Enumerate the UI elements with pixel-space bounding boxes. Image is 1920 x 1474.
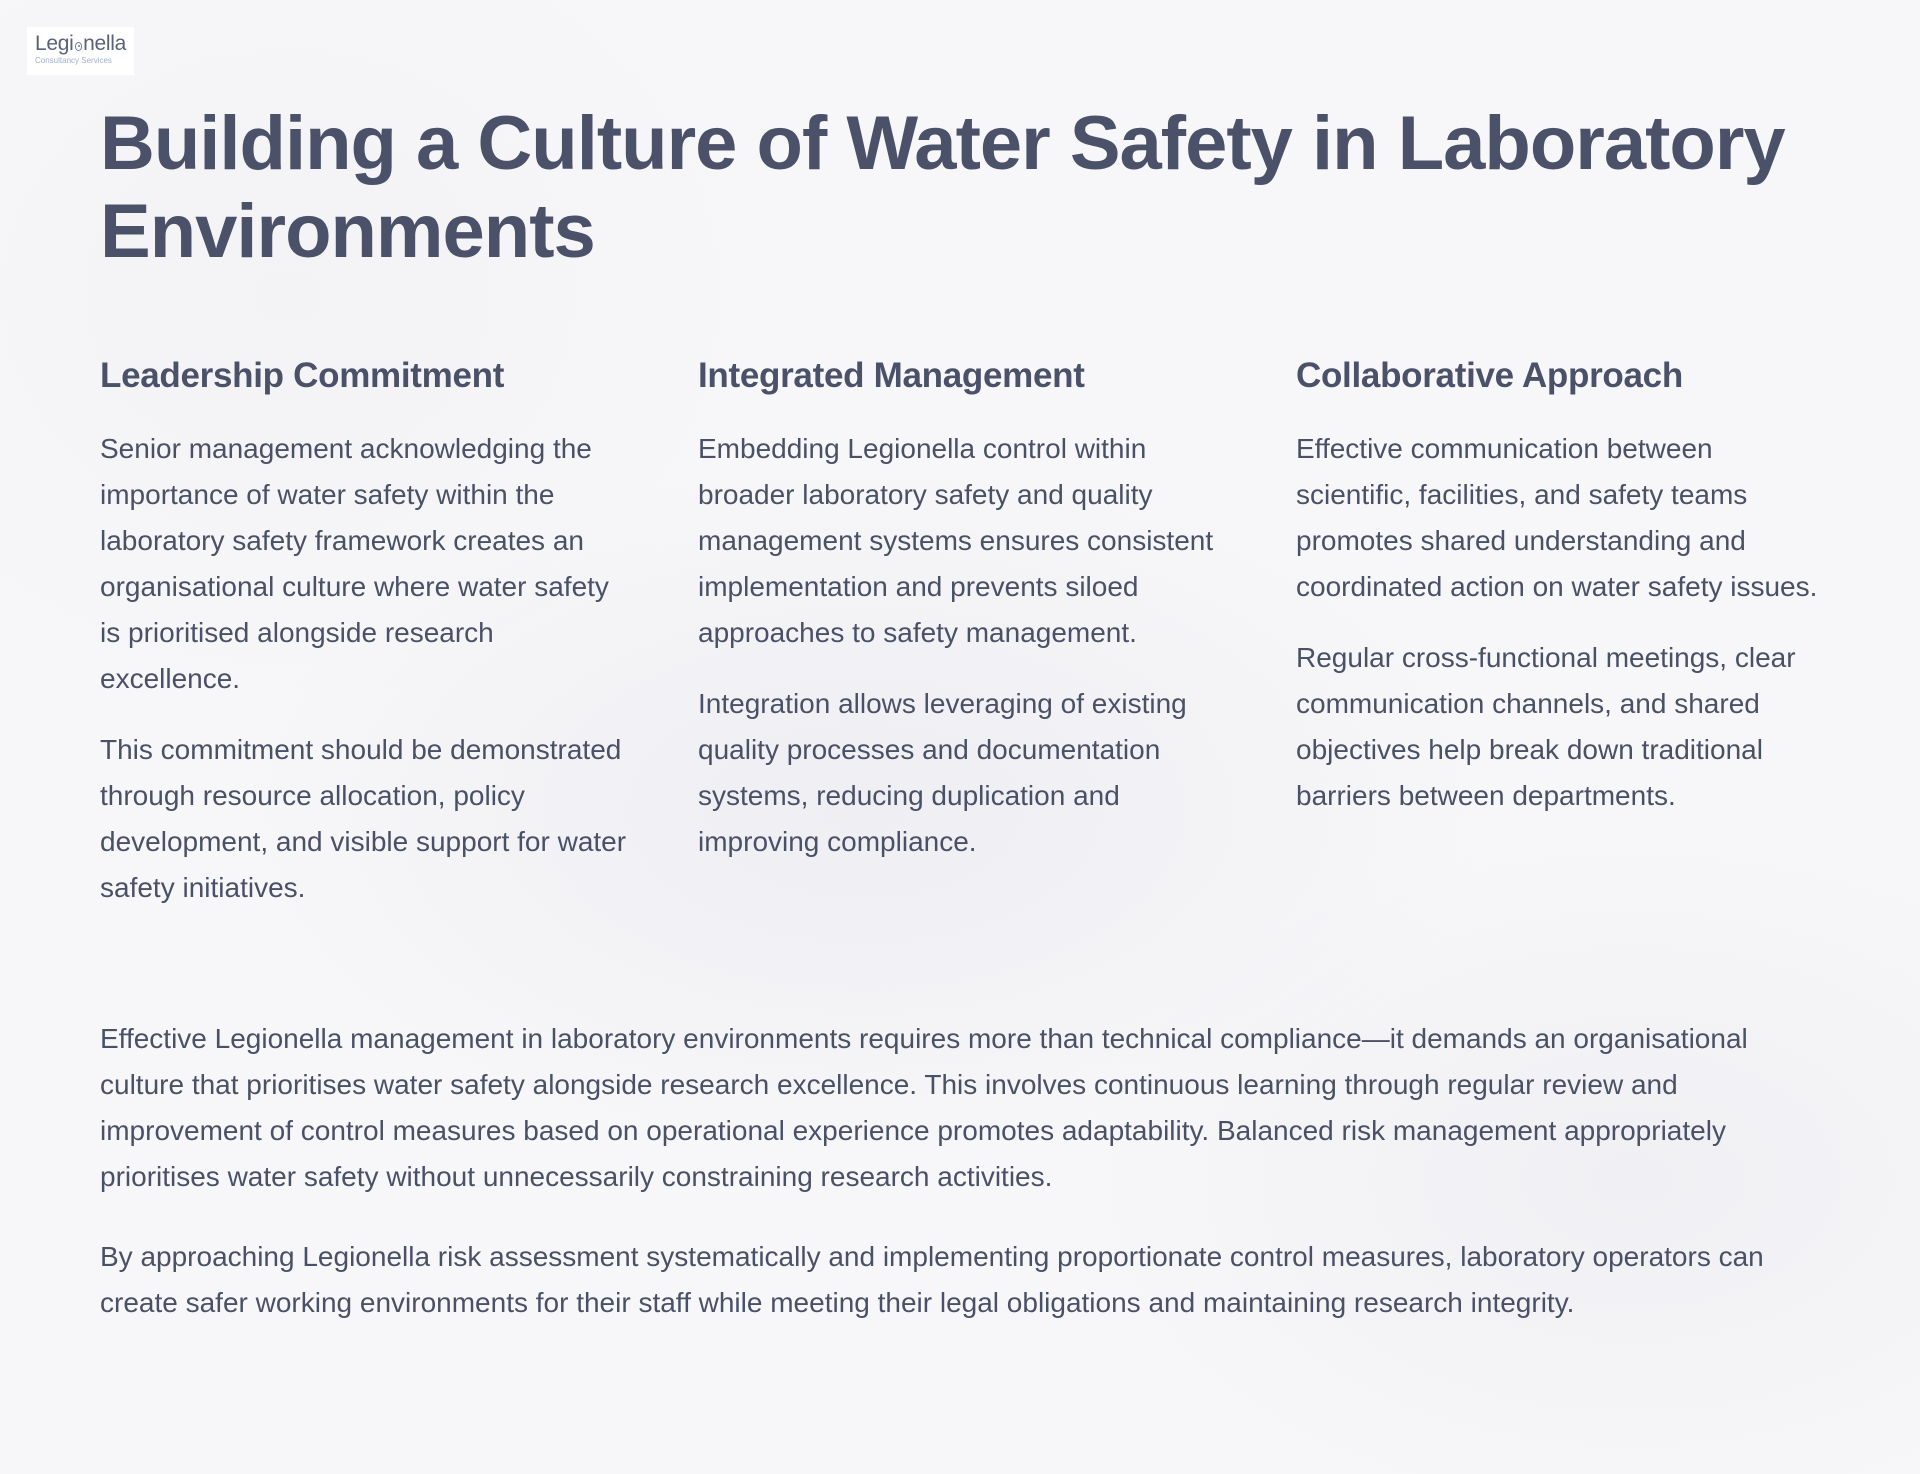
logo-subtitle: Consultancy Services bbox=[35, 56, 112, 65]
summary-paragraph: By approaching Legionella risk assessment systematically and implementing proportionate control measures, laboratory operators can create safer working environments for their staff while meeting their legal obligations and maintaining research integrity. bbox=[100, 1241, 1764, 1318]
summary-section bbox=[100, 1016, 1780, 1360]
logo-droplet-icon bbox=[75, 42, 83, 51]
company-logo bbox=[27, 27, 134, 75]
column-paragraph: Effective communication between scientific, facilities, and safety teams promotes shared understanding and coordinated action on water safety issues. bbox=[1296, 433, 1818, 602]
summary-paragraph: Effective Legionella management in laboratory environments requires more than technical compliance—it demands an organisational culture that prioritises water safety alongside research excellence. This involves continuous learning through regular review and improvement of control measures based on operational experience promotes adaptability. Balanced risk management appropriately prioritises water safety without unnecessarily constraining research activities. bbox=[100, 1023, 1748, 1192]
column-paragraph: Regular cross-functional meetings, clear communication channels, and shared objectives help break down traditional barriers between departments. bbox=[1296, 642, 1796, 811]
column-paragraph: Senior management acknowledging the importance of water safety within the laboratory safety framework creates an organisational culture where water safety is prioritised alongside research excellence. bbox=[100, 433, 609, 694]
column-heading: Leadership Commitment bbox=[100, 356, 505, 395]
column-heading: Collaborative Approach bbox=[1296, 356, 1683, 395]
column-integrated-management bbox=[698, 348, 1238, 936]
topic-columns bbox=[100, 348, 1820, 936]
column-heading: Integrated Management bbox=[698, 356, 1085, 395]
logo-wordmark bbox=[35, 33, 126, 55]
column-leadership-commitment bbox=[100, 348, 640, 936]
page-title: Building a Culture of Water Safety in Laboratory Environments bbox=[100, 101, 1785, 274]
column-paragraph: Integration allows leveraging of existing quality processes and documentation systems, reducing duplication and improving compliance. bbox=[698, 688, 1187, 857]
logo-word-start: Legi bbox=[35, 32, 74, 55]
logo-word-end: nella bbox=[83, 32, 126, 55]
column-paragraph: This commitment should be demonstrated through resource allocation, policy development, and visible support for water safety initiatives. bbox=[100, 734, 627, 903]
column-paragraph: Embedding Legionella control within broader laboratory safety and quality management systems ensures consistent implementation and prevents siloed approaches to safety management. bbox=[698, 433, 1214, 648]
column-collaborative-approach bbox=[1296, 348, 1836, 936]
